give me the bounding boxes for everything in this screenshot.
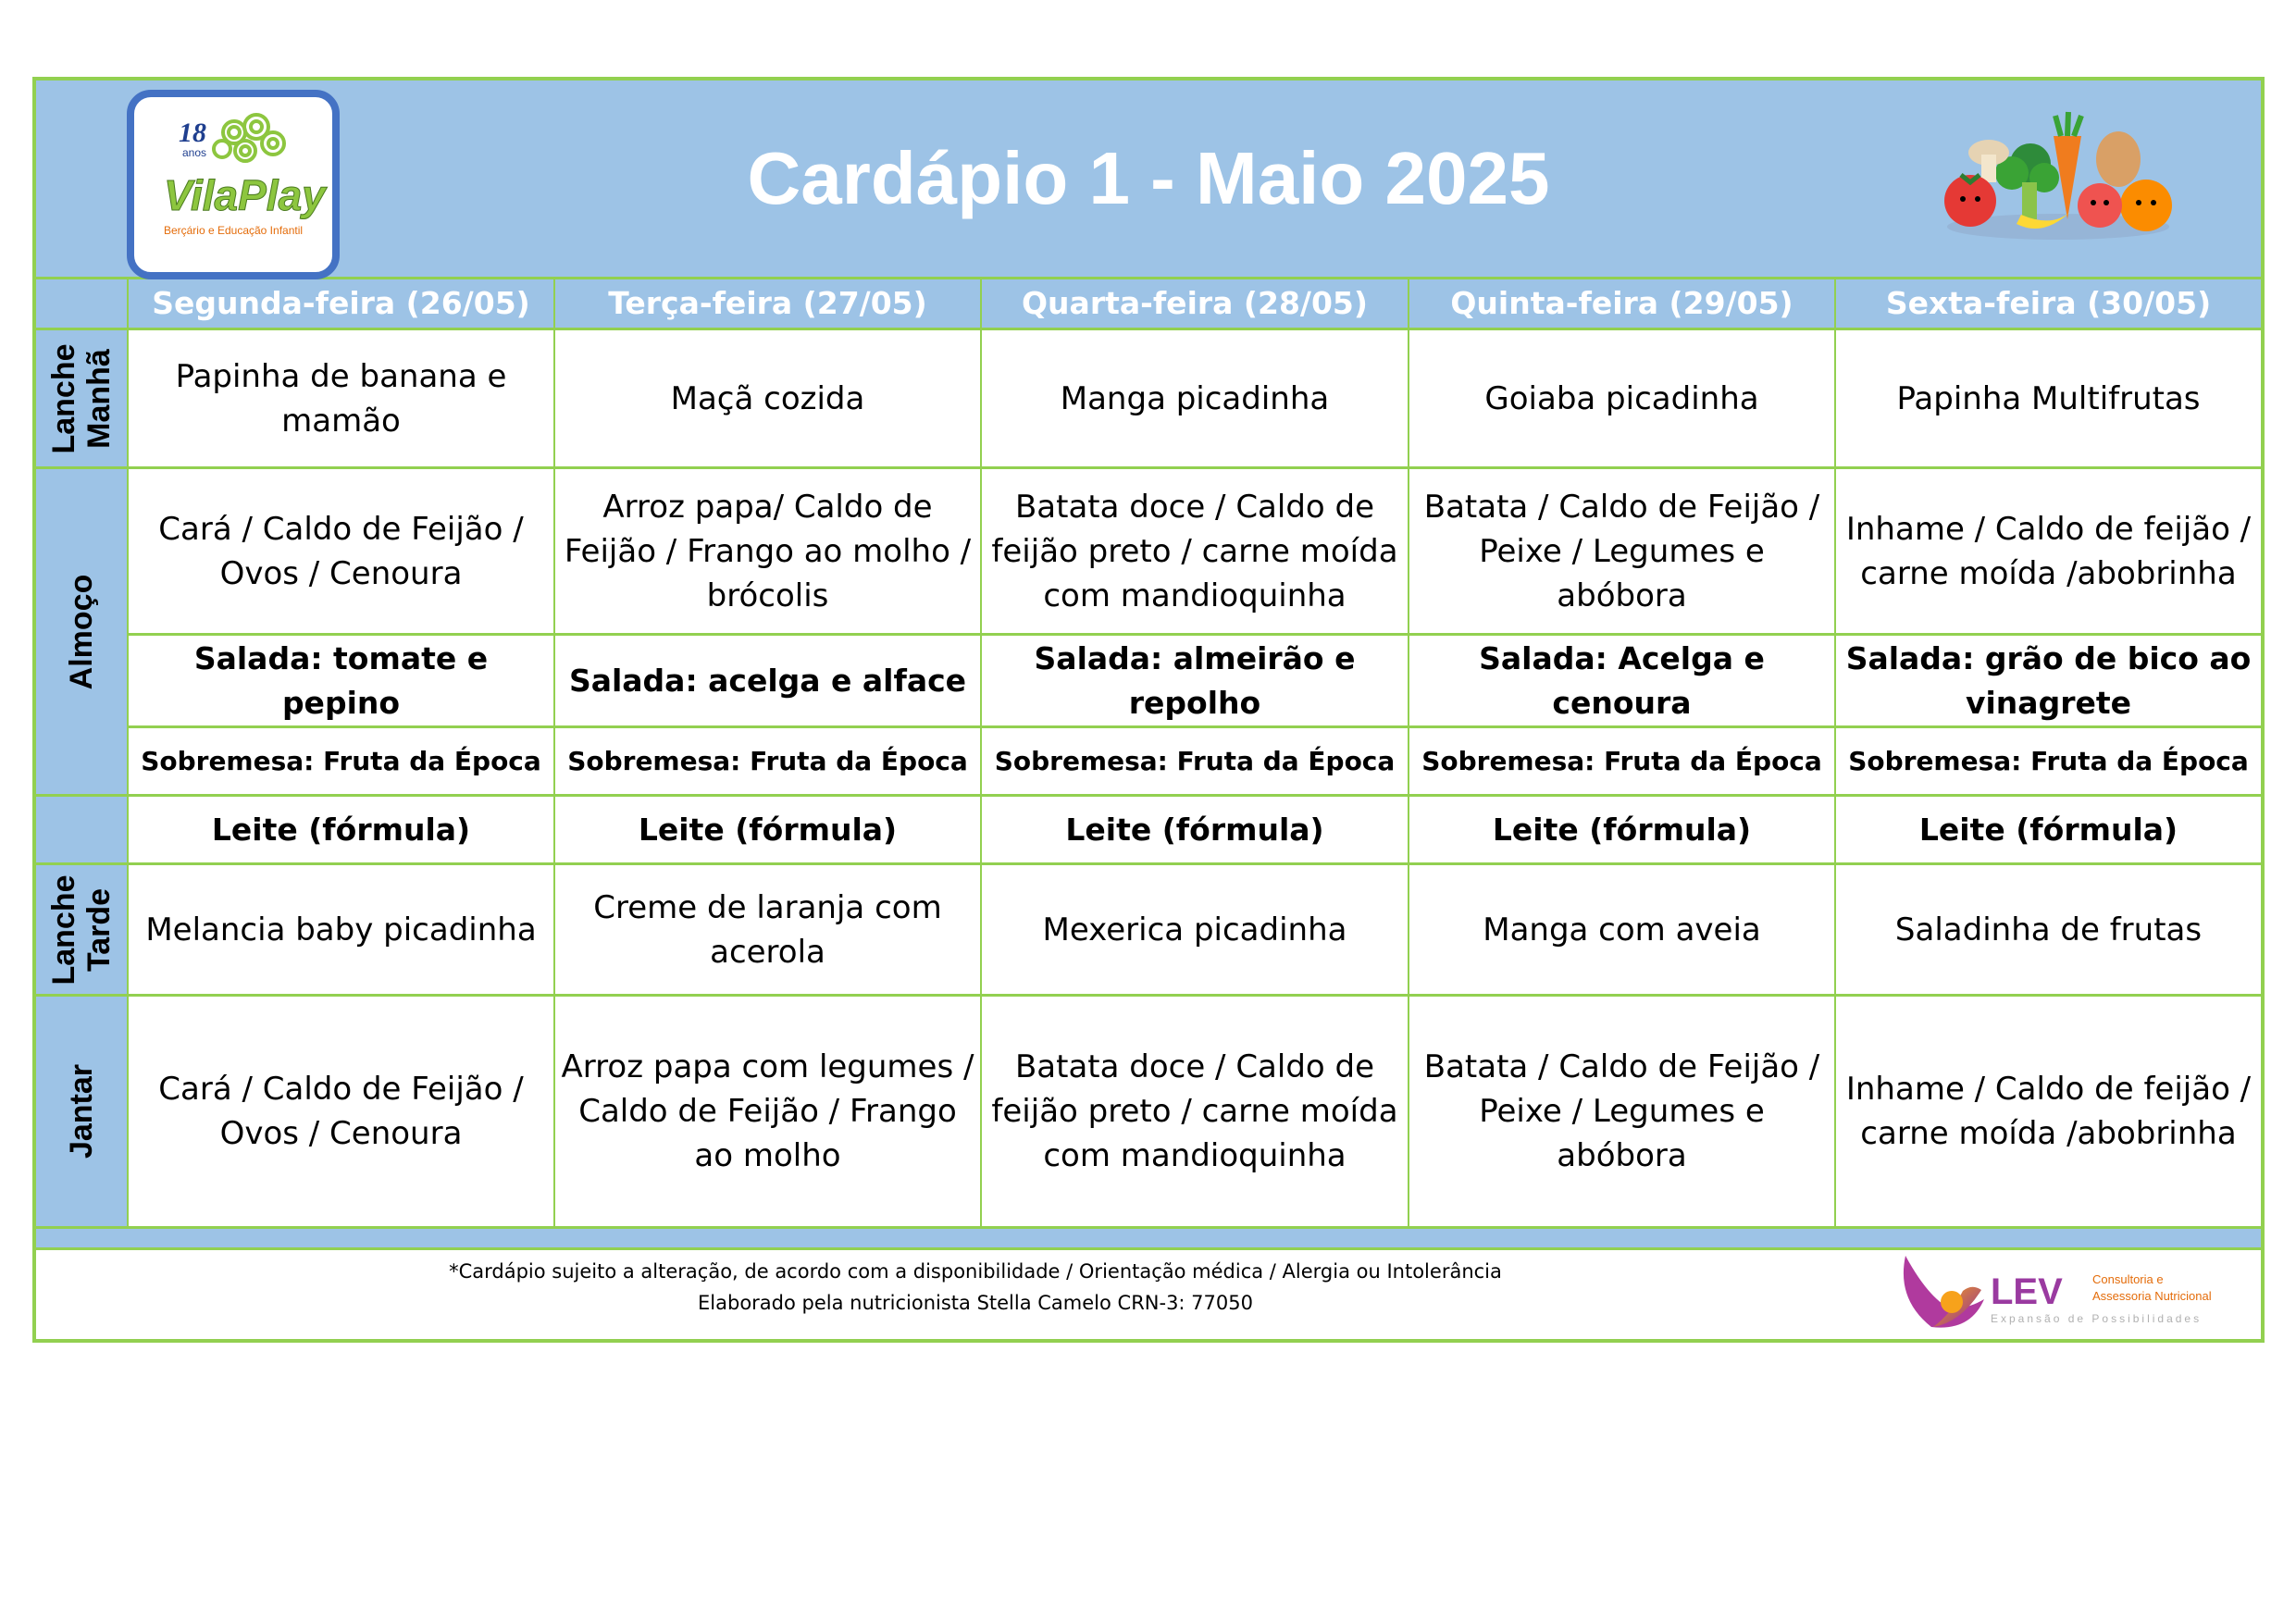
menu-cell-almoco-mon: Cará / Caldo de Feijão / Ovos / Cenoura: [127, 469, 553, 636]
header-band: [36, 81, 2261, 279]
menu-cell-sobremesa-thu: Sobremesa: Fruta da Época: [1408, 728, 1834, 797]
footer-note: [304, 1256, 1646, 1319]
menu-cell-salada-tue: Salada: acelga e alface: [553, 636, 980, 728]
meal-label-text: Tarde: [81, 887, 117, 972]
menu-cell-leite-wed: Leite (fórmula): [980, 797, 1408, 865]
lev-logo-icon: [1896, 1248, 2239, 1336]
menu-cell-lanche-tarde-wed: Mexerica picadinha: [980, 865, 1408, 997]
menu-cell-lanche-manha-mon: Papinha de banana e mamão: [127, 330, 553, 469]
meal-label-leite-blank: [36, 797, 127, 865]
menu-cell-leite-fri: Leite (fórmula): [1834, 797, 2261, 865]
logo-tagline: Berçário e Educação Infantil: [163, 224, 304, 237]
menu-cell-almoco-tue: Arroz papa/ Caldo de Feijão / Frango ao molho / brócolis: [553, 469, 980, 636]
day-header-monday: Segunda-feira (26/05): [127, 279, 553, 328]
lev-line2: Assessoria Nutricional: [2092, 1289, 2212, 1303]
menu-cell-almoco-fri: Inhame / Caldo de feijão / carne moída /abobrinha: [1834, 469, 2261, 636]
menu-cell-salada-wed: Salada: almeirão e repolho: [980, 636, 1408, 728]
lev-brand: LEV: [1991, 1271, 2063, 1312]
menu-cell-jantar-fri: Inhame / Caldo de feijão / carne moída /abobrinha: [1834, 997, 2261, 1226]
meal-label-text: Jantar: [64, 1063, 99, 1159]
menu-cell-lanche-tarde-thu: Manga com aveia: [1408, 865, 1834, 997]
menu-cell-jantar-tue: Arroz papa com legumes / Caldo de Feijão / Frango ao molho: [553, 997, 980, 1226]
menu-cell-jantar-mon: Cará / Caldo de Feijão / Ovos / Cenoura: [127, 997, 553, 1226]
lev-line1: Consultoria e: [2092, 1272, 2164, 1286]
menu-cell-lanche-tarde-tue: Creme de laranja com acerola: [553, 865, 980, 997]
menu-cell-leite-thu: Leite (fórmula): [1408, 797, 1834, 865]
menu-cell-lanche-manha-thu: Goiaba picadinha: [1408, 330, 1834, 469]
menu-cell-sobremesa-tue: Sobremesa: Fruta da Época: [553, 728, 980, 797]
menu-cell-jantar-thu: Batata / Caldo de Feijão / Peixe / Legumes e abóbora: [1408, 997, 1834, 1226]
meal-label-almoco: [36, 469, 127, 797]
menu-cell-leite-tue: Leite (fórmula): [553, 797, 980, 865]
logo-brand: VilaPlay: [164, 171, 326, 219]
menu-cell-leite-mon: Leite (fórmula): [127, 797, 553, 865]
day-header-thursday: Quinta-feira (29/05): [1408, 279, 1834, 328]
day-header-tuesday: Terça-feira (27/05): [553, 279, 980, 328]
menu-cell-lanche-manha-fri: Papinha Multifrutas: [1834, 330, 2261, 469]
footer-author: Elaborado pela nutricionista Stella Camelo CRN-3: 77050: [698, 1292, 1253, 1314]
menu-sheet: [32, 77, 2265, 1343]
menu-cell-salada-fri: Salada: grão de bico ao vinagrete: [1834, 636, 2261, 728]
day-header-row: [36, 279, 2261, 330]
menu-cell-lanche-tarde-fri: Saladinha de frutas: [1834, 865, 2261, 997]
day-header-wednesday: Quarta-feira (28/05): [980, 279, 1408, 328]
menu-cell-lanche-manha-wed: Manga picadinha: [980, 330, 1408, 469]
menu-cell-salada-mon: Salada: tomate e pepino: [127, 636, 553, 728]
menu-cell-sobremesa-mon: Sobremesa: Fruta da Época: [127, 728, 553, 797]
meal-label-lanche-tarde: [36, 865, 127, 997]
menu-cell-almoco-wed: Batata doce / Caldo de feijão preto / carne moída com mandioquinha: [980, 469, 1408, 636]
menu-cell-sobremesa-wed: Sobremesa: Fruta da Época: [980, 728, 1408, 797]
logo-years-word: anos: [182, 146, 207, 159]
page-title: Cardápio 1 - Maio 2025: [747, 137, 1550, 219]
footer-disclaimer: *Cardápio sujeito a alteração, de acordo com a disponibilidade / Orientação médica / Alergia ou Intolerância: [449, 1260, 1502, 1283]
logo-years: 18: [179, 118, 206, 148]
menu-cell-almoco-thu: Batata / Caldo de Feijão / Peixe / Legumes e abóbora: [1408, 469, 1834, 636]
meal-label-jantar: [36, 997, 127, 1226]
lev-logo: [1896, 1248, 2239, 1336]
day-header-friday: Sexta-feira (30/05): [1834, 279, 2261, 328]
meal-label-lanche-manha: [36, 330, 127, 469]
meal-label-text: Manhã: [81, 348, 117, 449]
fruits-and-vegetables-icon: [1933, 108, 2183, 247]
meal-label-text: Almoço: [64, 574, 99, 689]
menu-cell-jantar-wed: Batata doce / Caldo de feijão preto / carne moída com mandioquinha: [980, 997, 1408, 1226]
menu-cell-lanche-tarde-mon: Melancia baby picadinha: [127, 865, 553, 997]
lev-slogan: Expansão de Possibilidades: [1991, 1312, 2203, 1325]
menu-cell-lanche-manha-tue: Maçã cozida: [553, 330, 980, 469]
meal-label-text: Lanche: [46, 874, 81, 986]
footer-divider-strip: [36, 1226, 2261, 1250]
meal-label-text: Lanche: [46, 342, 81, 454]
menu-cell-sobremesa-fri: Sobremesa: Fruta da Época: [1834, 728, 2261, 797]
menu-cell-salada-thu: Salada: Acelga e cenoura: [1408, 636, 1834, 728]
